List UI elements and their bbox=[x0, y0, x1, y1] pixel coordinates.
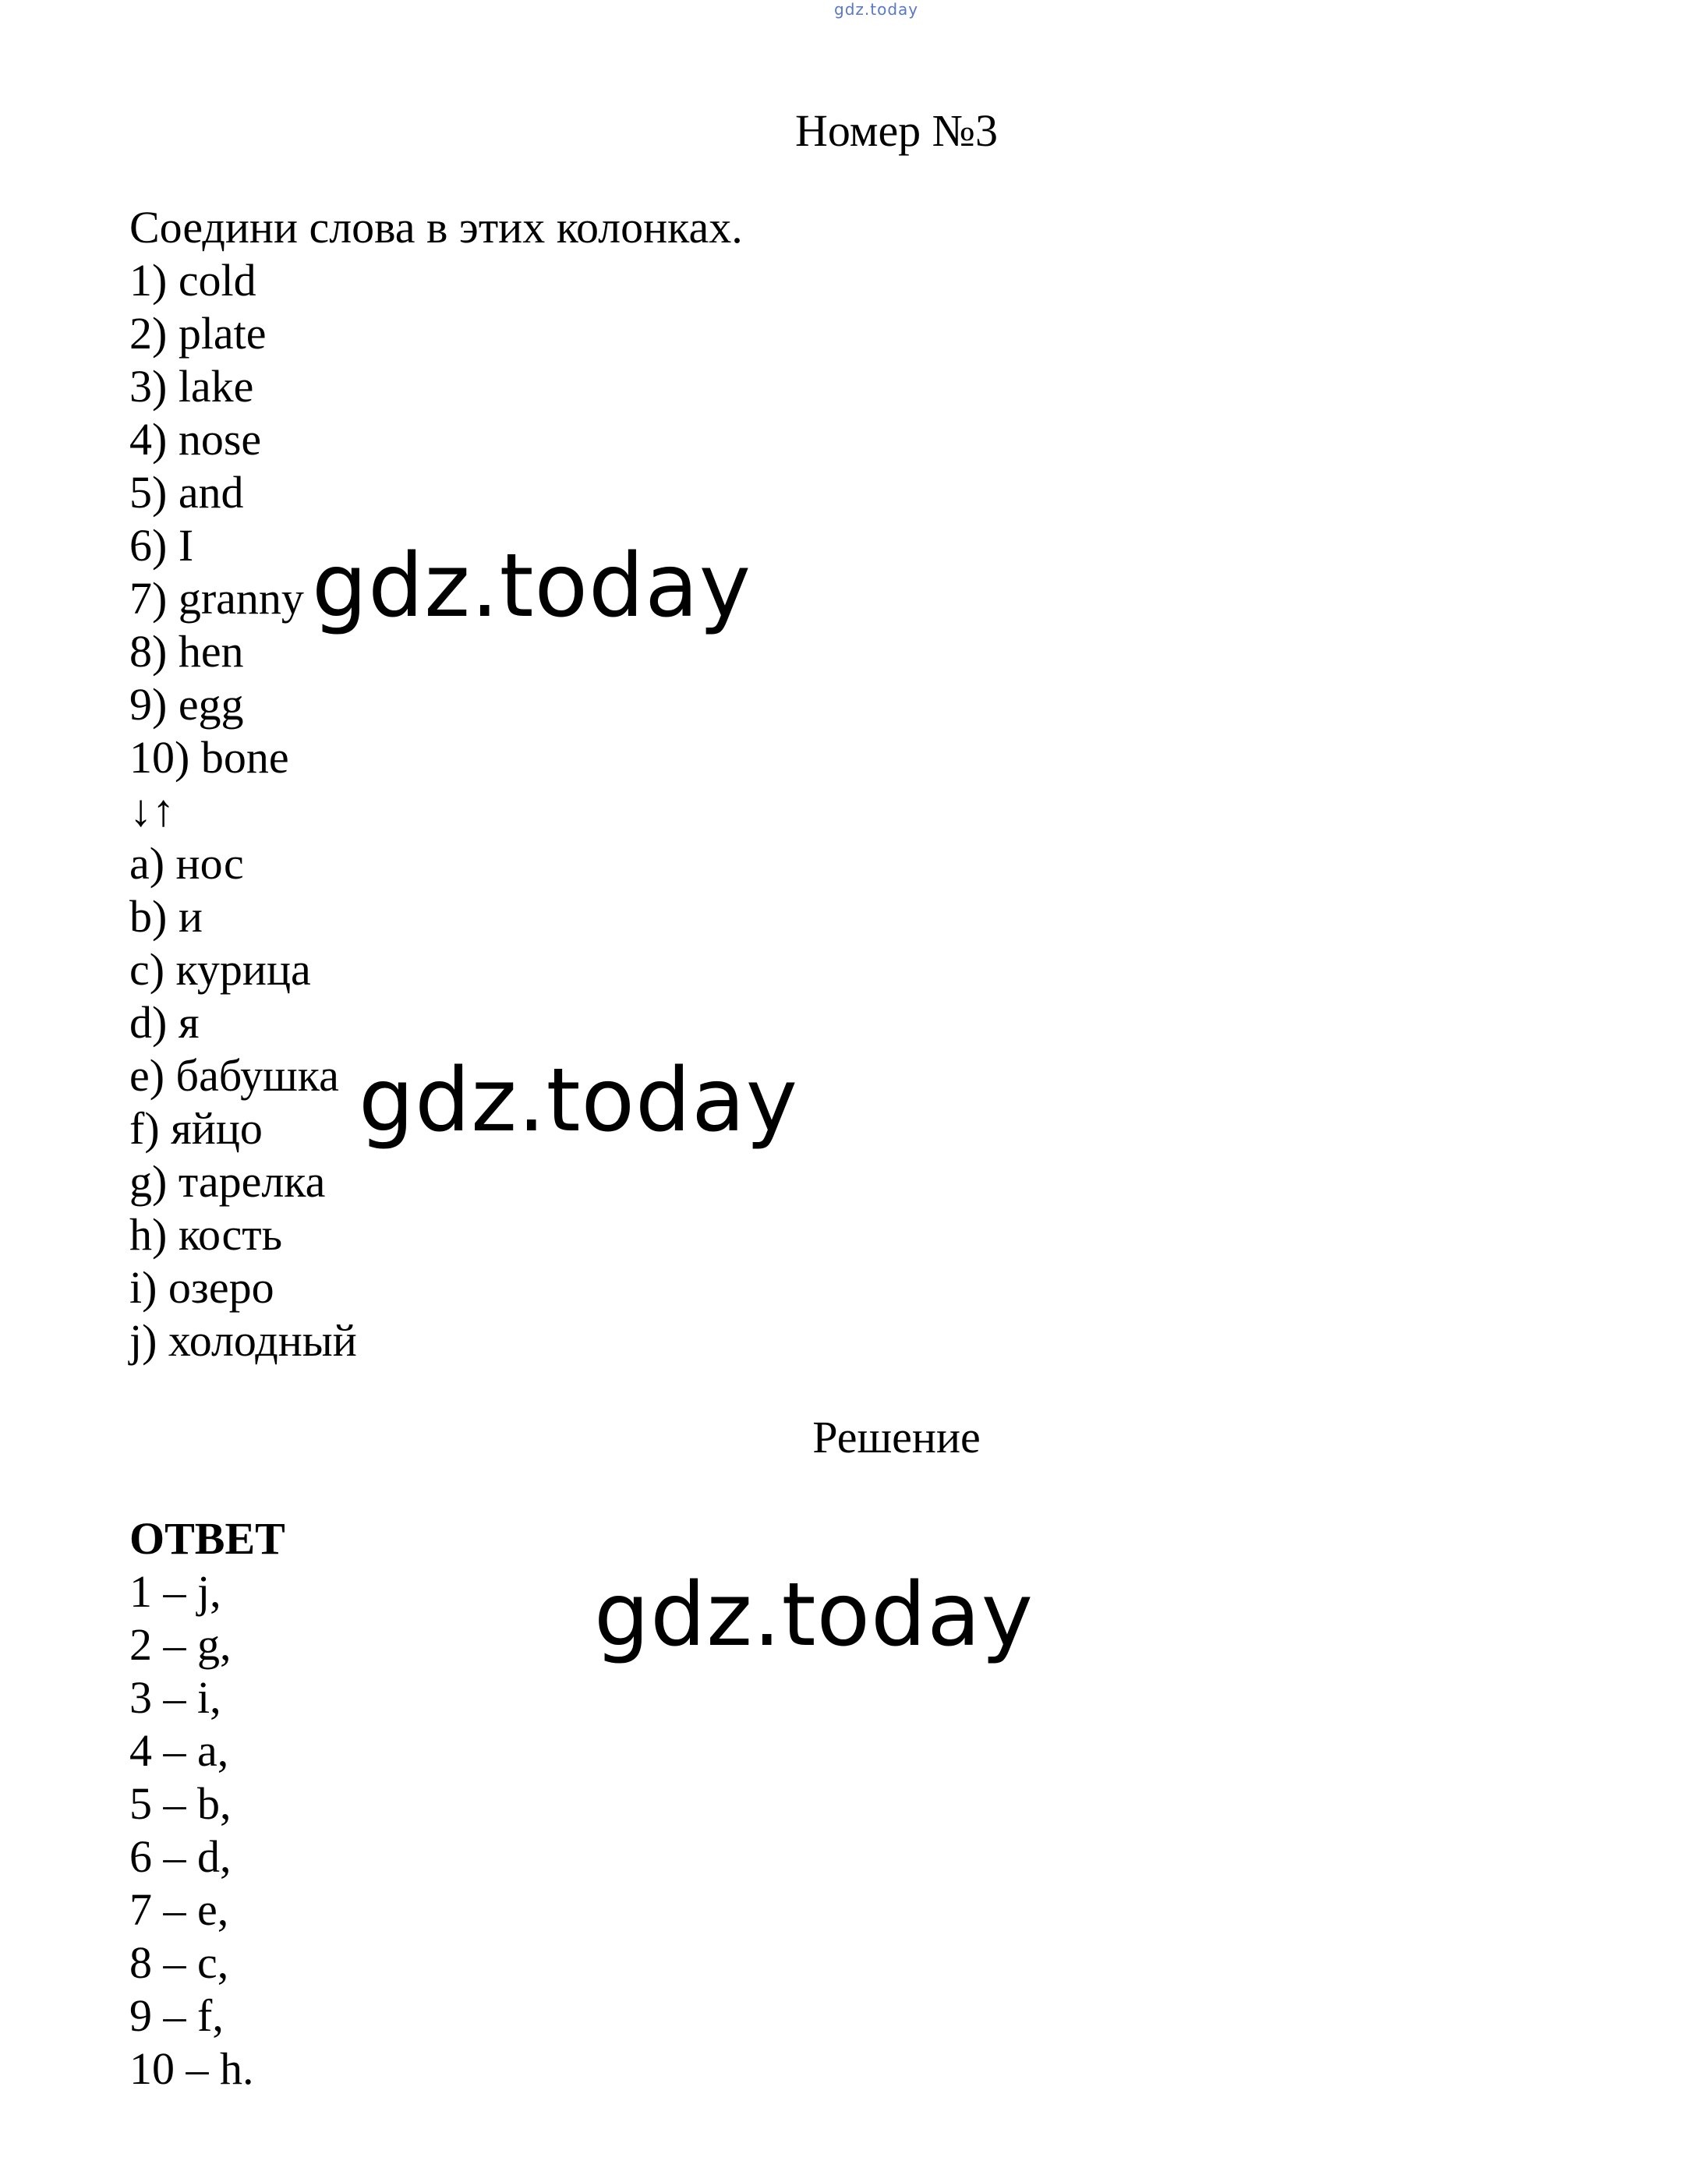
english-word: 5) and bbox=[129, 467, 244, 518]
english-word: 1) cold bbox=[129, 255, 256, 306]
english-word: 8) hen bbox=[129, 626, 244, 677]
russian-word: b) и bbox=[129, 891, 203, 942]
english-word: 10) bone bbox=[129, 732, 289, 783]
watermark: gdz.today bbox=[312, 536, 752, 637]
russian-word: g) тарелка bbox=[129, 1156, 326, 1207]
russian-word: d) я bbox=[129, 997, 200, 1048]
answer-pair: 9 – f, bbox=[129, 1990, 224, 2041]
answer-pair: 8 – c, bbox=[129, 1937, 229, 1988]
english-word: 4) nose bbox=[129, 414, 262, 465]
russian-word: h) кость bbox=[129, 1209, 283, 1260]
russian-word: f) яйцо bbox=[129, 1103, 263, 1154]
watermark: gdz.today bbox=[359, 1050, 799, 1151]
russian-word: i) озеро bbox=[129, 1262, 274, 1313]
page-title: Номер №3 bbox=[794, 105, 999, 156]
top-watermark: gdz.today bbox=[834, 0, 919, 19]
answer-pair: 7 – e, bbox=[129, 1884, 229, 1935]
russian-word: j) холодный bbox=[129, 1315, 357, 1366]
answer-pair: 3 – i, bbox=[129, 1672, 221, 1723]
solution-title: Решение bbox=[812, 1412, 981, 1462]
english-word: 3) lake bbox=[129, 361, 254, 412]
russian-word: a) нос bbox=[129, 838, 244, 889]
answer-pair: 4 – a, bbox=[129, 1725, 229, 1776]
russian-word: e) бабушка bbox=[129, 1050, 339, 1101]
english-word: 7) granny bbox=[129, 573, 304, 624]
watermark: gdz.today bbox=[594, 1565, 1034, 1666]
answer-pair: 2 – g, bbox=[129, 1619, 232, 1670]
english-word: 2) plate bbox=[129, 308, 267, 359]
russian-word: c) курица bbox=[129, 944, 311, 995]
task-block bbox=[129, 201, 743, 1367]
task-instruction: Соедини слова в этих колонках. bbox=[129, 202, 743, 253]
answer-heading: ОТВЕТ bbox=[129, 1513, 285, 1564]
answer-pair: 10 – h. bbox=[129, 2043, 254, 2094]
answer-pair: 6 – d, bbox=[129, 1831, 232, 1882]
answer-pair: 1 – j, bbox=[129, 1566, 221, 1617]
english-word: 9) egg bbox=[129, 679, 244, 730]
answer-pair: 5 – b, bbox=[129, 1778, 232, 1829]
arrows: ↓↑ bbox=[129, 785, 175, 836]
answer-block bbox=[129, 1512, 285, 2095]
english-word: 6) I bbox=[129, 520, 194, 571]
